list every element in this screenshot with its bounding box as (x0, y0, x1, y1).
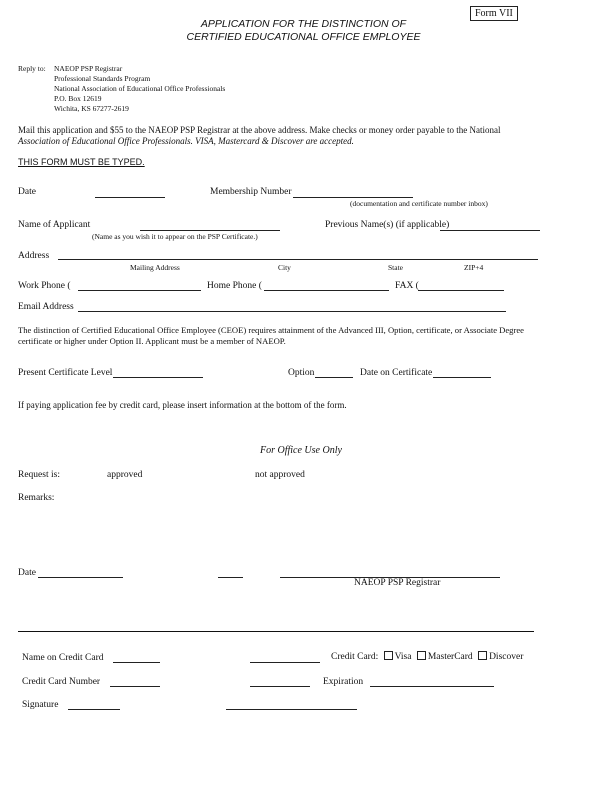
city-label: City (278, 263, 291, 272)
office-date-label: Date (18, 568, 36, 578)
form-title-line2: CERTIFIED EDUCATIONAL OFFICE EMPLOYEE (186, 31, 421, 43)
membership-note: (documentation and certificate number inbox) (350, 199, 488, 208)
applicant-name-note: (Name as you wish it to appear on the PSP Certificate.) (92, 232, 258, 241)
email-field[interactable] (78, 311, 506, 312)
zip-label: ZIP+4 (464, 263, 484, 272)
reply-line: National Association of Educational Office Professionals (54, 84, 226, 93)
present-certificate-field[interactable] (113, 377, 203, 378)
credit-card-type-label (331, 651, 523, 662)
applicant-name-label: Name of Applicant (18, 220, 91, 230)
home-phone-label: Home Phone ( (207, 281, 262, 291)
mastercard-label: MasterCard (427, 652, 473, 662)
reply-line: NAEOP PSP Registrar (54, 64, 123, 73)
visa-label: Visa (394, 652, 412, 662)
remarks-label: Remarks: (18, 493, 55, 503)
payment-divider (18, 631, 534, 632)
option-field[interactable] (315, 377, 353, 378)
typed-notice: THIS FORM MUST BE TYPED. (18, 157, 145, 167)
visa-checkbox[interactable] (384, 651, 393, 660)
signature-label: Signature (22, 700, 59, 710)
office-date-extra-line (218, 577, 243, 578)
fax-label: FAX ( (395, 281, 419, 291)
office-use-heading: For Office Use Only (260, 445, 342, 456)
mailing-address-label: Mailing Address (130, 263, 180, 272)
work-phone-label: Work Phone ( (18, 281, 71, 291)
mastercard-checkbox[interactable] (417, 651, 426, 660)
name-on-card-field-2[interactable] (250, 662, 320, 663)
fax-field[interactable] (418, 290, 504, 291)
name-on-card-field[interactable] (113, 662, 160, 663)
signature-field-2[interactable] (226, 709, 357, 710)
reply-line: P.O. Box 12619 (54, 94, 102, 103)
mail-instructions-2: Association of Educational Office Professionals. VISA, Mastercard & Discover are accepted. (18, 136, 354, 146)
card-number-field[interactable] (110, 686, 160, 687)
request-is-label: Request is: (18, 470, 60, 480)
date-on-certificate-field[interactable] (433, 377, 491, 378)
work-phone-field[interactable] (78, 290, 201, 291)
expiration-label: Expiration (323, 677, 364, 687)
applicant-name-field[interactable] (140, 230, 280, 231)
credit-card-label: Credit Card: (331, 652, 379, 662)
date-on-certificate-label: Date on Certificate (360, 368, 433, 378)
mail-instructions-1: Mail this application and $55 to the NAEOP PSP Registrar at the above address. Make checks or money order payable to the National (18, 125, 501, 135)
present-certificate-label: Present Certificate Level (18, 368, 113, 378)
approved-option: approved (107, 470, 143, 480)
membership-label: Membership Number (210, 187, 292, 197)
date-field[interactable] (95, 197, 165, 198)
expiration-field[interactable] (370, 686, 494, 687)
address-label: Address (18, 251, 50, 261)
address-field[interactable] (58, 259, 538, 260)
discover-checkbox[interactable] (478, 651, 487, 660)
previous-name-field[interactable] (440, 230, 540, 231)
card-number-field-2[interactable] (250, 686, 310, 687)
registrar-label: NAEOP PSP Registrar (354, 578, 441, 588)
option-label: Option (288, 368, 315, 378)
reply-address (54, 64, 225, 114)
membership-field[interactable] (293, 197, 413, 198)
date-label: Date (18, 187, 36, 197)
email-label: Email Address (18, 302, 74, 312)
form-title-line1: APPLICATION FOR THE DISTINCTION OF (200, 18, 407, 30)
distinction-text-1: The distinction of Certified Educational Office Employee (CEOE) requires attainment of the Advanced III, Option, certificate, or Associate Degree (18, 325, 524, 335)
reply-line: Professional Standards Program (54, 74, 151, 83)
state-label: State (388, 263, 403, 272)
not-approved-option: not approved (255, 470, 305, 480)
signature-field[interactable] (68, 709, 120, 710)
discover-label: Discover (489, 652, 524, 662)
distinction-text-2: certificate or higher under Option II. Applicant must be a member of NAEOP. (18, 336, 286, 346)
credit-card-notice: If paying application fee by credit card, please insert information at the bottom of the form. (18, 400, 347, 410)
office-date-field[interactable] (38, 577, 123, 578)
previous-name-label: Previous Name(s) (if applicable) (325, 220, 450, 230)
form-number-label: Form VII (470, 6, 518, 21)
reply-line: Wichita, KS 67277-2619 (54, 104, 129, 113)
name-on-card-label: Name on Credit Card (22, 653, 104, 663)
reply-to-label: Reply to: (18, 64, 46, 73)
card-number-label: Credit Card Number (22, 677, 101, 687)
home-phone-field[interactable] (264, 290, 389, 291)
